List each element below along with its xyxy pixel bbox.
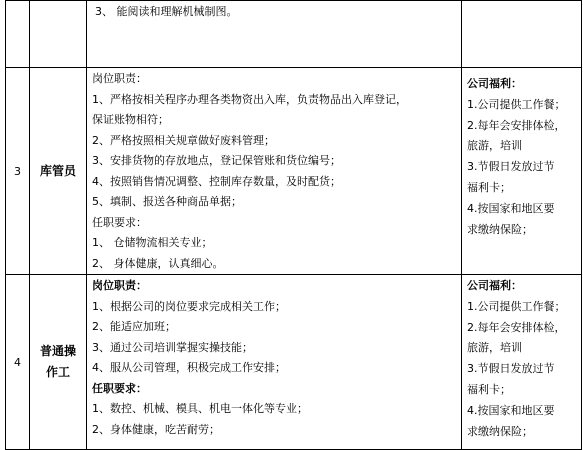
duty-line: 5、填制、报送各种商品单据； <box>92 195 242 208</box>
duties-cell <box>87 275 462 450</box>
benefit-line: 旅游，培训 <box>467 341 522 355</box>
benefits-cell <box>462 1 582 68</box>
table-row <box>6 1 582 68</box>
requirement-line: 1、 仓储物流相关专业； <box>92 236 213 249</box>
requirement-line: 2、 身体健康，认真细心。 <box>92 256 224 270</box>
row-number: 3 <box>6 68 30 275</box>
benefit-line: 3.节假日发放过节 <box>467 362 555 376</box>
requirements-header: 任职要求： <box>92 381 147 395</box>
duty-line: 保证账物相符； <box>92 113 169 126</box>
job-title-line: 普通操 <box>39 344 76 358</box>
job-title <box>30 275 87 450</box>
duty-line: 1、根据公司的岗位要求完成相关工作； <box>92 299 286 313</box>
duty-line: 3、 能阅读和理解机械制图。 <box>95 5 238 18</box>
benefit-line: 旅游，培训 <box>467 139 522 153</box>
benefits-header: 公司福利： <box>467 77 522 90</box>
number-cell <box>6 1 30 68</box>
benefit-line: 福利卡； <box>467 180 511 194</box>
job-table <box>5 0 582 450</box>
benefits-cell <box>462 275 582 450</box>
duty-line: 1、严格按相关程序办理各类物资出入库，负责物品出入库登记， <box>92 92 407 106</box>
benefit-line: 2.每年会安排体检， <box>467 118 566 132</box>
benefit-line: 4.按国家和地区要 <box>467 403 555 417</box>
duty-line: 4、按照销售情况调整、控制库存数量，及时配货； <box>92 174 341 188</box>
row-number: 4 <box>6 275 30 450</box>
table-row <box>6 68 582 275</box>
benefits-cell <box>462 68 582 275</box>
job-title-line: 作工 <box>45 365 70 379</box>
duties-cell <box>87 1 462 68</box>
requirement-line: 2、身体健康，吃苦耐劳； <box>92 422 220 436</box>
duties-header: 岗位职责： <box>92 279 147 292</box>
benefit-line: 求缴纳保险； <box>467 424 533 438</box>
duty-line: 2、能适应加班； <box>92 320 176 333</box>
requirements-header: 任职要求： <box>92 215 147 229</box>
duties-cell <box>87 68 462 275</box>
table-row <box>6 275 582 450</box>
requirement-line: 1、数控、机械、模具、机电一体化等专业； <box>92 402 308 415</box>
duty-line: 3、安排货物的存放地点，登记保管账和货位编号； <box>92 154 341 167</box>
benefit-line: 2.每年会安排体检， <box>467 320 566 334</box>
job-title: 库管员 <box>30 68 87 275</box>
duty-line: 4、服从公司管理，积极完成工作安排； <box>92 361 286 374</box>
duty-line: 3、通过公司培训掌握实操技能； <box>92 340 253 354</box>
benefit-line: 1.公司提供工作餐； <box>467 299 566 313</box>
benefit-line: 福利卡； <box>467 382 511 396</box>
benefits-header: 公司福利： <box>467 279 522 292</box>
duties-header: 岗位职责： <box>92 72 147 85</box>
duty-line: 2、严格按照相关规章做好废料管理； <box>92 133 275 147</box>
benefit-line: 3.节假日发放过节 <box>467 160 555 174</box>
benefit-line: 求缴纳保险； <box>467 222 533 236</box>
benefit-line: 4.按国家和地区要 <box>467 201 555 215</box>
benefit-line: 1.公司提供工作餐； <box>467 97 566 111</box>
title-cell <box>30 1 87 68</box>
